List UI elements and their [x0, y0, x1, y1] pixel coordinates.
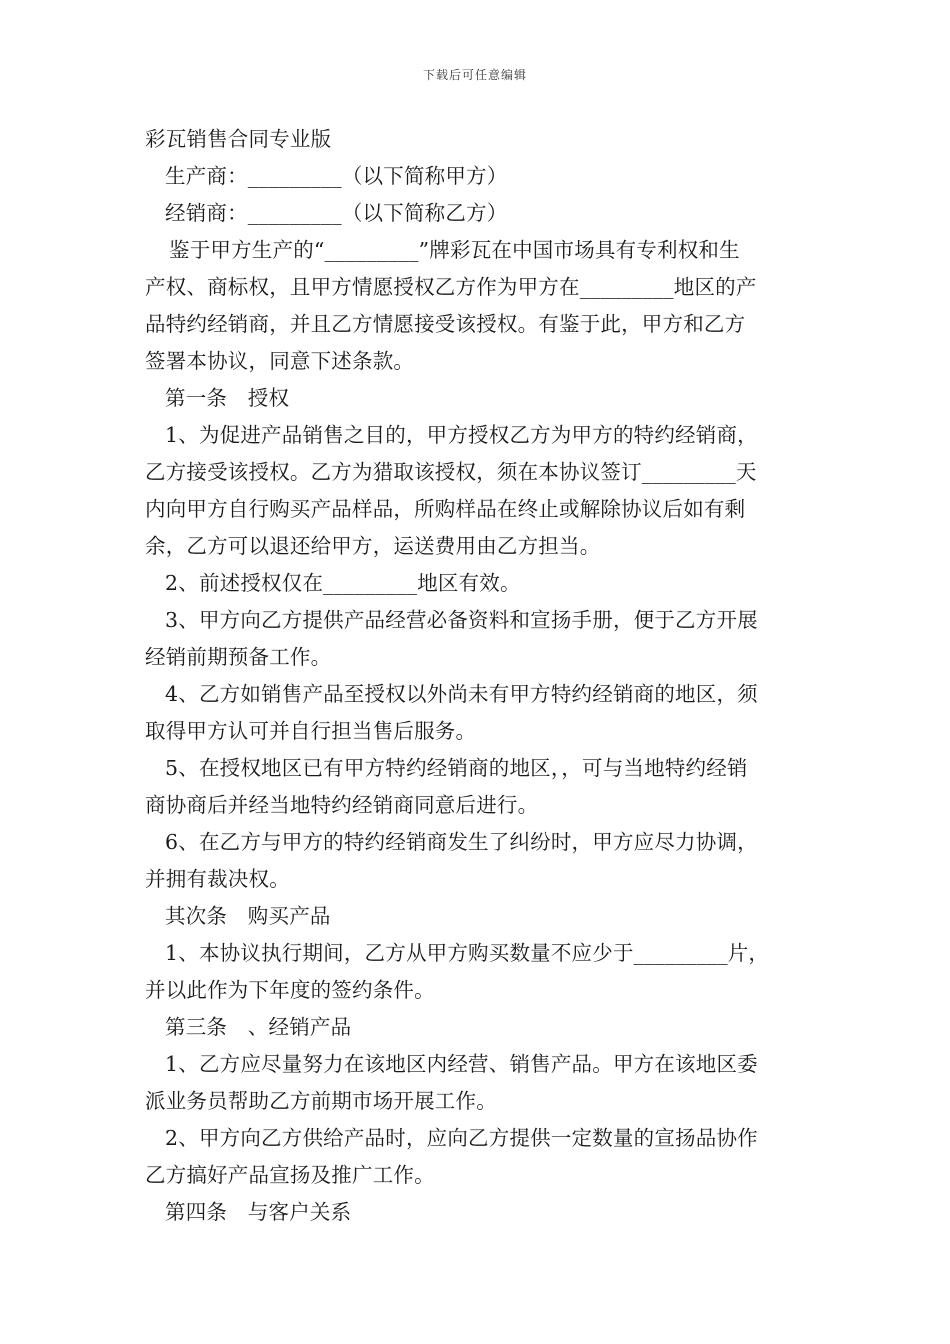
distributor-line: 经销商：_________（以下简称乙方）	[165, 201, 508, 225]
article-3-clause-1-line-2: 派业务员帮助乙方前期市场开展工作。	[145, 1089, 497, 1113]
preamble-line-3: 品特约经销商，并且乙方情愿接受该授权。有鉴于此，甲方和乙方	[145, 312, 746, 336]
contract-body	[145, 121, 820, 1231]
article-3-clause-2-line-1: 2、甲方向乙方供给产品时，应向乙方提供一定数量的宣扬品协作	[165, 1126, 758, 1150]
article-1-clause-5-line-1: 5、在授权地区已有甲方特约经销商的地区，，可与当地特约经销	[165, 756, 748, 780]
article-1-clause-1-line-4: 余，乙方可以退还给甲方，运送费用由乙方担当。	[145, 534, 601, 558]
article-1-clause-2: 2、前述授权仅在_________地区有效。	[165, 571, 521, 595]
article-3-heading: 第三条 、经销产品	[165, 1015, 352, 1039]
article-1-clause-6-line-2: 并拥有裁决权。	[145, 867, 290, 891]
article-1-heading: 第一条 授权	[165, 386, 290, 410]
document-title: 彩瓦销售合同专业版	[145, 127, 332, 151]
producer-line: 生产商：_________（以下简称甲方）	[165, 164, 508, 188]
article-1-clause-6-line-1: 6、在乙方与甲方的特约经销商发生了纠纷时，甲方应尽力协调，	[165, 830, 758, 854]
preamble-line-1: 鉴于甲方生产的“_________”牌彩瓦在中国市场具有专利权和生	[169, 238, 740, 262]
article-2-heading: 其次条 购买产品	[165, 904, 331, 928]
article-1-clause-3-line-1: 3、甲方向乙方提供产品经营必备资料和宣扬手册，便于乙方开展	[165, 608, 758, 632]
article-3-clause-1-line-1: 1、乙方应尽量努力在该地区内经营、销售产品。甲方在该地区委	[165, 1052, 758, 1076]
preamble-line-2: 产权、商标权，且甲方情愿授权乙方作为甲方在_________地区的产	[145, 275, 757, 299]
article-1-clause-4-line-2: 取得甲方认可并自行担当售后服务。	[145, 719, 477, 743]
page-header-note: 下载后可任意编辑	[422, 68, 527, 82]
article-2-clause-1-line-2: 并以此作为下年度的签约条件。	[145, 978, 435, 1002]
article-1-clause-1-line-1: 1、为促进产品销售之目的，甲方授权乙方为甲方的特约经销商，	[165, 423, 758, 447]
article-4-heading: 第四条 与客户关系	[165, 1200, 352, 1224]
article-1-clause-1-line-3: 内向甲方自行购买产品样品，所购样品在终止或解除协议后如有剩	[145, 497, 746, 521]
article-1-clause-1-line-2: 乙方接受该授权。乙方为猎取该授权，须在本协议签订_________天	[145, 460, 757, 484]
article-1-clause-3-line-2: 经销前期预备工作。	[145, 645, 332, 669]
article-1-clause-5-line-2: 商协商后并经当地特约经销商同意后进行。	[145, 793, 539, 817]
preamble-line-4: 签署本协议，同意下述条款。	[145, 349, 415, 373]
article-3-clause-2-line-2: 乙方搞好产品宣扬及推广工作。	[145, 1163, 435, 1187]
article-1-clause-4-line-1: 4、乙方如销售产品至授权以外尚未有甲方特约经销商的地区，须	[165, 682, 758, 706]
article-2-clause-1-line-1: 1、本协议执行期间，乙方从甲方购买数量不应少于_________片，	[165, 941, 770, 965]
